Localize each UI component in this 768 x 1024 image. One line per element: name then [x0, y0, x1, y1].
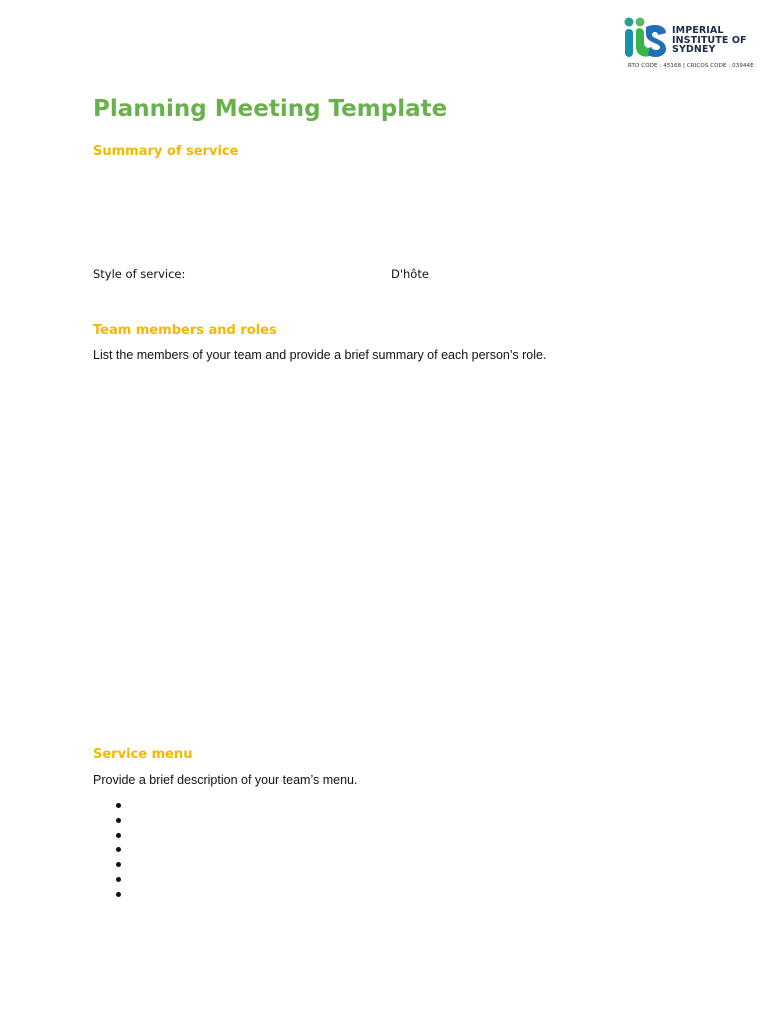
logo-wordmark — [672, 26, 747, 55]
menu-bullet-item — [93, 842, 133, 857]
menu-bullet-item — [93, 813, 133, 828]
style-of-service-value: D'hôte — [391, 267, 429, 281]
summary-heading: Summary of service — [93, 144, 239, 159]
menu-bullet-item — [93, 872, 133, 887]
team-heading: Team members and roles — [93, 323, 277, 338]
logo-line-1: IMPERIAL — [672, 25, 724, 36]
menu-bullet-item — [93, 857, 133, 872]
institute-logo-icon — [624, 17, 670, 59]
menu-bullet-item — [93, 887, 133, 902]
institute-logo — [624, 17, 754, 73]
menu-heading: Service menu — [93, 747, 193, 762]
menu-bullet-list — [93, 798, 133, 902]
page-title: Planning Meeting Template — [93, 96, 448, 122]
team-instruction: List the members of your team and provide a brief summary of each person’s role. — [93, 348, 547, 362]
menu-instruction: Provide a brief description of your team’s menu. — [93, 773, 358, 787]
menu-bullet-item — [93, 828, 133, 843]
style-of-service-label: Style of service: — [93, 267, 186, 281]
logo-line-3: SYDNEY — [672, 44, 716, 55]
logo-line-2: INSTITUTE OF — [672, 34, 747, 46]
menu-bullet-item — [93, 798, 133, 813]
rto-cricos-codes: RTO CODE : 45168 | CRICOS CODE : 03944E — [628, 63, 754, 69]
